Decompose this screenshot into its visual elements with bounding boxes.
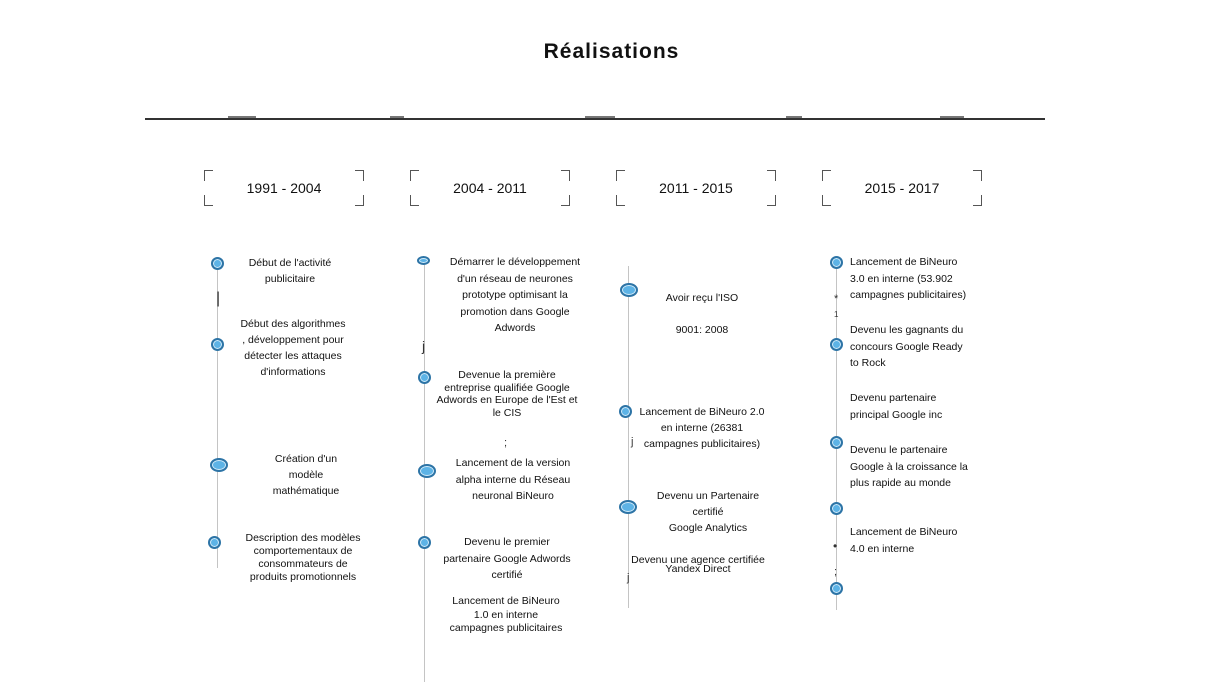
- period-header-4: [822, 170, 982, 206]
- stray-mark: j: [422, 338, 426, 354]
- event-item: Lancement de la version alpha interne du Réseau neuronal BiNeuro: [455, 457, 571, 502]
- stray-mark: j: [631, 436, 634, 448]
- timeline-dot: [210, 458, 228, 472]
- event-item: Lancement de BiNeuro 4.0 en interne: [850, 526, 958, 555]
- period-label: 2011 - 2015: [659, 180, 733, 196]
- timeline-dot: [619, 500, 637, 514]
- stray-mark: •: [833, 539, 838, 553]
- period-label: 1991 - 2004: [246, 180, 322, 196]
- period-header-3: [616, 170, 776, 206]
- event-item: Devenu un Partenaire certifié Google Analytics: [656, 490, 760, 534]
- timeline-dot: [830, 338, 843, 351]
- event-item: Devenu le partenaire Google à la croissance la plus rapide au monde: [850, 444, 968, 489]
- event-item: Devenu le premier partenaire Google Adwords certifié: [443, 536, 571, 581]
- event-item: Devenue la première entreprise qualifiée Google Adwords en Europe de l'Est et le CIS: [436, 369, 578, 419]
- timeline-dot: [830, 256, 843, 269]
- event-item: Création d'un modèle mathématique: [272, 453, 340, 497]
- timeline-line-1: [216, 268, 221, 568]
- stray-mark: j: [627, 572, 630, 584]
- event-item: Avoir reçu l'ISO 9001: 2008: [665, 292, 739, 336]
- period-header-2: [410, 170, 570, 206]
- stray-mark: |: [216, 290, 221, 307]
- stray-mark: ;: [504, 437, 508, 449]
- event-item: Démarrer le développement d'un réseau de neurones prototype optimisant la promotion dans Google Adwords: [449, 256, 581, 334]
- event-item: Lancement de BiNeuro 3.0 en interne (53.902 campagnes publicitaires): [850, 256, 967, 301]
- timeline-dot: [830, 436, 843, 449]
- timeline-dot: [830, 502, 843, 515]
- divider-fragment: [940, 116, 964, 118]
- timeline-dot: [211, 257, 224, 270]
- divider-fragment: [390, 116, 404, 118]
- stray-mark: ;: [834, 566, 838, 578]
- timeline-dot: [211, 338, 224, 351]
- event-item: Devenu les gagnants du concours Google Ready to Rock: [850, 324, 964, 369]
- period-label: 2004 - 2011: [453, 180, 527, 196]
- event-item: Devenu partenaire principal Google inc: [850, 392, 943, 421]
- divider-fragment: [786, 116, 802, 118]
- event-item: Début des algorithmes , développement pour détecter les attaques d'informations: [240, 318, 346, 378]
- header-divider: [145, 118, 1045, 120]
- page-title: Réalisations: [543, 40, 680, 63]
- timeline-dot: [208, 536, 221, 549]
- timeline-dot: [418, 464, 436, 478]
- timeline-dot: [417, 256, 430, 265]
- event-item: Début de l'activité publicitaire: [248, 257, 332, 285]
- event-item: Devenu une agence certifiée Yandex Direct: [631, 554, 765, 575]
- event-item: Description des modèles comportementaux de consommateurs de produits promotionnels: [245, 532, 361, 583]
- period-label: 2015 - 2017: [864, 180, 940, 196]
- divider-fragment: [228, 116, 256, 118]
- divider-fragment: [585, 116, 615, 118]
- event-item: Lancement de BiNeuro 1.0 en interne campagnes publicitaires: [449, 595, 563, 634]
- event-item: Lancement de BiNeuro 2.0 en interne (26381 campagnes publicitaires): [639, 406, 765, 450]
- period-header-1: [204, 170, 364, 206]
- timeline-dot: [830, 582, 843, 595]
- stray-mark: *: [834, 293, 839, 305]
- timeline-dot: [620, 283, 638, 297]
- stray-mark: 1: [834, 310, 839, 319]
